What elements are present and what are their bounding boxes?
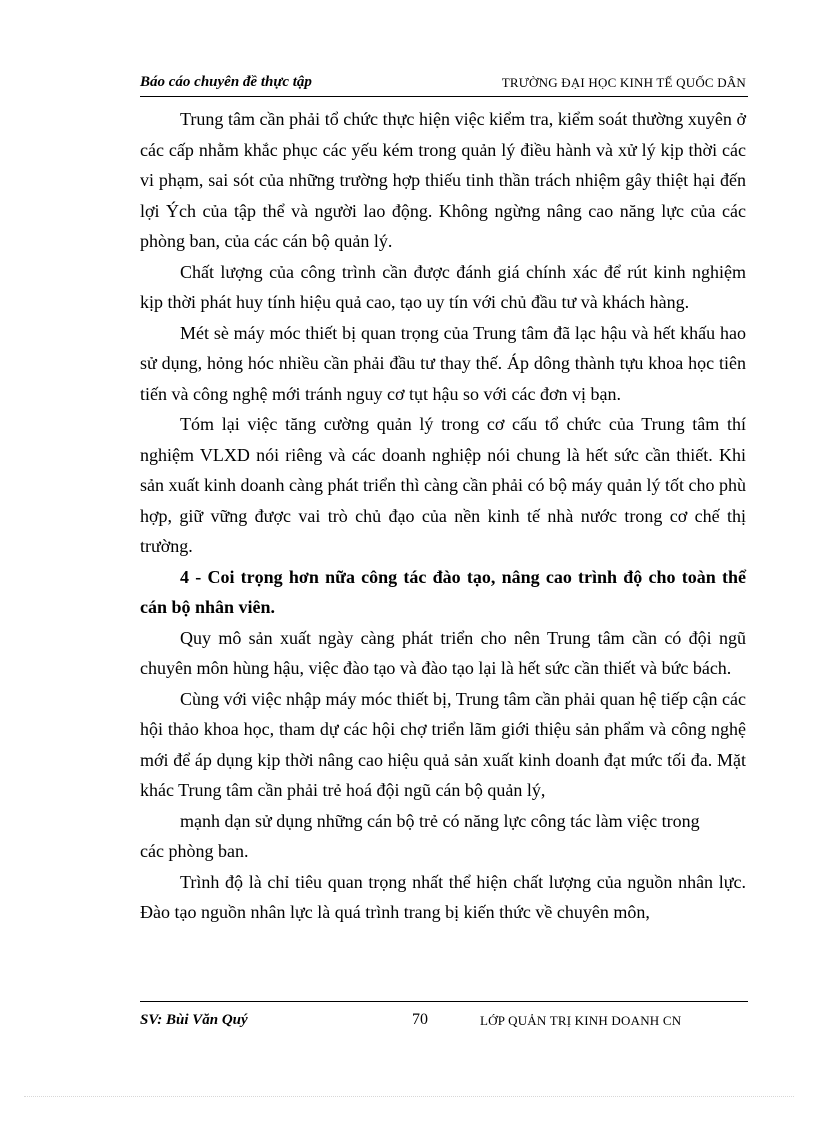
page-footer [140, 1001, 748, 1032]
university-name: TRƯỜNG ĐẠI HỌC KINH TẾ QUỐC DÂN [501, 75, 746, 90]
section-heading: 4 - Coi trọng hơn nữa công tác đào tạo, nâng cao trình độ cho toàn thể cán bộ nhân viên. [140, 566, 746, 617]
paragraph-8: Trình độ là chỉ tiêu quan trọng nhất thể hiện chất lượng của nguồn nhân lực. Đào tạo nguồn nhân lực là quá trình trang bị kiến thức về chuyên môn, [140, 871, 746, 922]
page-edge-divider [24, 1096, 794, 1097]
document-body [140, 104, 746, 928]
paragraph-5: Quy mô sản xuất ngày càng phát triển cho nên Trung tâm cần có đội ngũ chuyên môn hùng hậu, việc đào tạo và đào tạo lại là hết sức cần thiết và bức bách. [140, 627, 746, 678]
page-number: 70 [412, 1011, 428, 1028]
indented-continuation: các phòng ban. [140, 841, 249, 861]
paragraph-7 [140, 806, 746, 867]
paragraph-6: Cùng với việc nhập máy móc thiết bị, Trung tâm cần phải quan hệ tiếp cận các hội thảo khoa học, tham dự các hội chợ triển lãm giới thiệu sản phẩm và công nghệ mới để áp dụng kịp thời nâng cao hiệu quả sản xuất kinh doanh đạt mức tối đa. Mặt khác Trung tâm cần phải trẻ hoá đội ngũ cán bộ quản lý, [140, 688, 746, 800]
paragraph-1: Trung tâm cần phải tổ chức thực hiện việc kiểm tra, kiểm soát thường xuyên ở các cấp nhằm khắc phục các yếu kém trong quản lý điều hành và xử lý kịp thời các vi phạm, sai sót của những trường hợp thiếu tinh thần trách nhiệm gây thiệt hại đến lợi Ých của tập thể và người lao động. Không ngừng nâng cao năng lực của các phòng ban, của các cán bộ quản lý. [140, 109, 746, 251]
report-title: Báo cáo chuyên đề thực tập [140, 74, 312, 90]
class-name: LỚP QUẢN TRỊ KINH DOANH CN [480, 1013, 682, 1028]
paragraph-4: Tóm lại việc tăng cường quản lý trong cơ cấu tổ chức của Trung tâm thí nghiệm VLXD nói riêng và các doanh nghiệp nói chung là hết sức cần thiết. Khi sản xuất kinh doanh càng phát triển thì càng cần phải có bộ máy quản lý tốt cho phù hợp, giữ vững được vai trò chủ đạo của nền kinh tế nhà nước trong cơ chế thị trường. [140, 414, 746, 556]
indented-line: mạnh dạn sử dụng những cán bộ trẻ có năng lực công tác làm việc trong [180, 810, 700, 831]
page-header [140, 72, 748, 97]
paragraph-3: Mét sè máy móc thiết bị quan trọng của Trung tâm đã lạc hậu và hết khấu hao sử dụng, hỏng hóc nhiều cần phải đầu tư thay thế. Áp dông thành tựu khoa học tiên tiến và công nghệ mới tránh nguy cơ tụt hậu so với các đơn vị bạn. [140, 322, 746, 404]
paragraph-2: Chất lượng của công trình cần được đánh giá chính xác để rút kinh nghiệm kịp thời phát huy tính hiệu quả cao, tạo uy tín với chủ đầu tư và khách hàng. [140, 261, 746, 312]
student-name: SV: Bùi Văn Quý [140, 1012, 248, 1028]
